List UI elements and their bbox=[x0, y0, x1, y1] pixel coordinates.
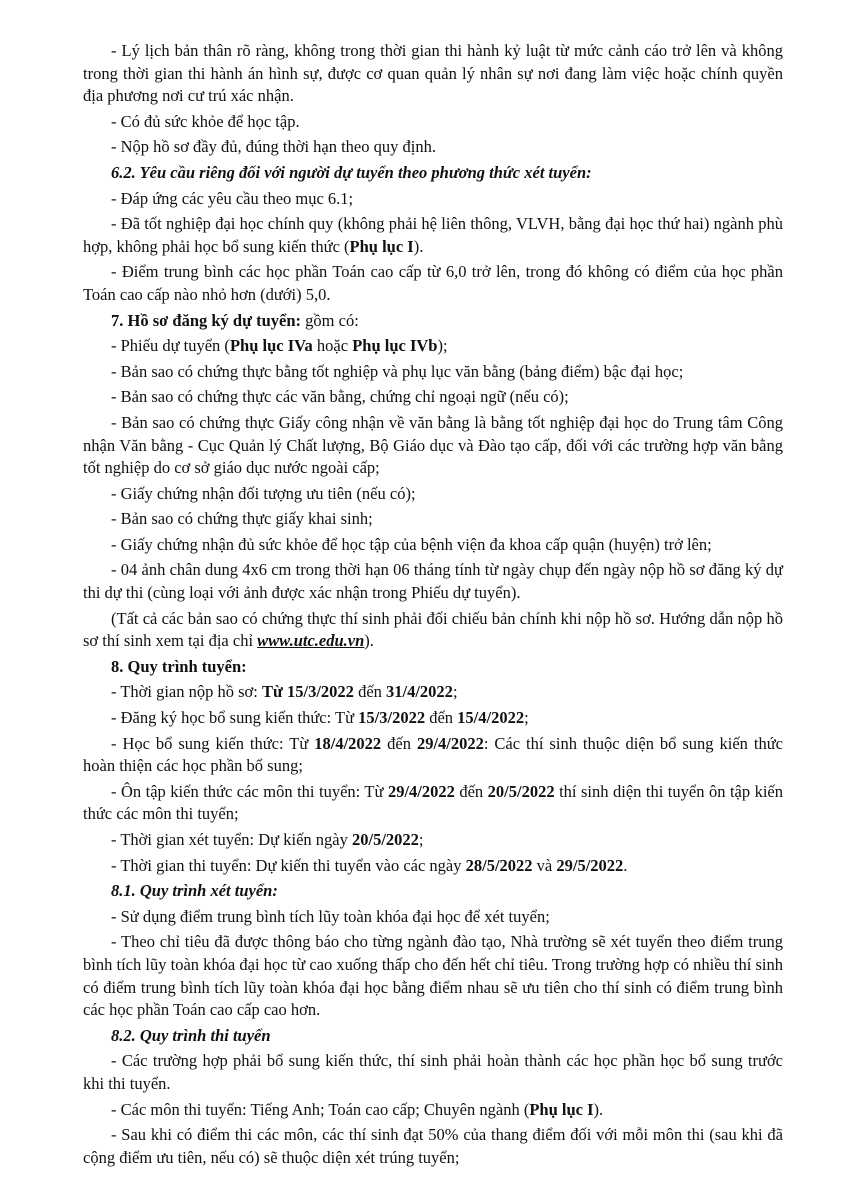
list-item: - Giấy chứng nhận đủ sức khỏe để học tập của bệnh viện đa khoa cấp quận (huyện) trở lên; bbox=[111, 534, 712, 554]
list-item: - 04 ảnh chân dung 4x6 cm trong thời hạn 06 tháng tính từ ngày chụp đến ngày nộp hồ sơ đăng ký dự thi dự thi (cùng loại với ảnh được xác nhận trong Phiếu dự tuyển). bbox=[83, 560, 783, 603]
list-item: - Phiếu dự tuyển (Phụ lục IVa hoặc Phụ lục IVb); bbox=[111, 336, 448, 356]
list-item: - Học bổ sung kiến thức: Từ 18/4/2022 đến 29/4/2022: Các thí sinh thuộc diện bổ sung kiến thức hoàn thiện các học phần bổ sung; bbox=[83, 733, 783, 776]
list-item: - Bản sao có chứng thực Giấy công nhận về văn bằng là bằng tốt nghiệp đại học do Trung tâm Công nhận Văn bằng - Cục Quản lý Chất lượng, Bộ Giáo dục và Đào tạo cấp, đối với các trường hợp văn bằng tốt nghiệp do cơ sở giáo dục nước ngoài cấp; bbox=[83, 412, 783, 478]
paragraph: - Lý lịch bản thân rõ ràng, không trong thời gian thi hành kỷ luật từ mức cảnh cáo trở lên và không trong thời gian thi hành án hình sự, được cơ quan quản lý nhân sự nơi đang làm việc hoặc chính quyền địa phương nơi cư trú xác nhận. bbox=[83, 41, 783, 106]
list-item: - Ôn tập kiến thức các môn thi tuyển: Từ 29/4/2022 đến 20/5/2022 thí sinh diện thi tuyển ôn tập kiến thức các môn thi tuyển; bbox=[83, 781, 783, 824]
list-item: - Theo chỉ tiêu đã được thông báo cho từng ngành đào tạo, Nhà trường sẽ xét tuyển theo điểm trung bình tích lũy toàn khóa đại học từ cao xuống thấp cho đến hết chỉ tiêu. Trong trường hợp có nhiều thí sinh có điểm trung bình tích lũy toàn khóa đại học bằng điểm nhau sẽ ưu tiên cho thí sinh có điểm trung bình các học phần Toán cao cấp cao hơn. bbox=[83, 932, 783, 1020]
paragraph: - Nộp hồ sơ đầy đủ, đúng thời hạn theo quy định. bbox=[111, 137, 436, 157]
paragraph: - Có đủ sức khỏe để học tập. bbox=[111, 111, 300, 131]
section-heading-7: 7. Hồ sơ đăng ký dự tuyển: gồm có: bbox=[111, 310, 359, 330]
list-item: - Thời gian thi tuyển: Dự kiến thi tuyển vào các ngày 28/5/2022 và 29/5/2022. bbox=[111, 855, 628, 875]
list-item: - Đăng ký học bổ sung kiến thức: Từ 15/3/2022 đến 15/4/2022; bbox=[111, 708, 529, 728]
list-item: - Giấy chứng nhận đối tượng ưu tiên (nếu có); bbox=[111, 483, 416, 503]
section-heading-8: 8. Quy trình tuyển: bbox=[111, 656, 247, 676]
section-heading-8-1: 8.1. Quy trình xét tuyển: bbox=[111, 881, 278, 901]
paragraph: - Đã tốt nghiệp đại học chính quy (không phải hệ liên thông, VLVH, bằng đại học thứ hai) ngành phù hợp, không phải học bổ sung kiến thức (Phụ lục I). bbox=[83, 214, 783, 256]
list-item: - Bản sao có chứng thực các văn bằng, chứng chỉ ngoại ngữ (nếu có); bbox=[111, 387, 569, 407]
section-heading-8-2: 8.2. Quy trình thi tuyển bbox=[111, 1025, 271, 1045]
paragraph: - Đáp ứng các yêu cầu theo mục 6.1; bbox=[111, 188, 354, 208]
list-item: - Bản sao có chứng thực giấy khai sinh; bbox=[111, 509, 373, 529]
note-paragraph: (Tất cả các bản sao có chứng thực thí sinh phải đối chiếu bản chính khi nộp hồ sơ. Hướng dẫn nộp hồ sơ thí sinh xem tại địa chỉ www.utc.edu.vn). bbox=[83, 608, 783, 651]
list-item: - Thời gian xét tuyển: Dự kiến ngày 20/5/2022; bbox=[111, 830, 424, 849]
list-item: - Các môn thi tuyển: Tiếng Anh; Toán cao cấp; Chuyên ngành (Phụ lục I). bbox=[111, 1099, 604, 1119]
list-item: - Thời gian nộp hồ sơ: Từ 15/3/2022 đến 31/4/2022; bbox=[111, 682, 458, 702]
list-item: - Các trường hợp phải bổ sung kiến thức, thí sinh phải hoàn thành các học phần học bổ sung trước khi thi tuyển. bbox=[83, 1051, 783, 1093]
section-heading-6-2: 6.2. Yêu cầu riêng đối với người dự tuyển theo phương thức xét tuyển: bbox=[111, 162, 592, 182]
paragraph: - Điểm trung bình các học phần Toán cao cấp từ 6,0 trở lên, trong đó không có điểm của học phần Toán cao cấp nào nhỏ hơn (dưới) 5,0. bbox=[83, 262, 783, 304]
list-item: - Sử dụng điểm trung bình tích lũy toàn khóa đại học để xét tuyển; bbox=[111, 906, 550, 926]
website-link[interactable]: www.utc.edu.vn bbox=[257, 631, 365, 651]
list-item: - Sau khi có điểm thi các môn, các thí sinh đạt 50% của thang điểm đối với mỗi môn thi (sau khi đã cộng điểm ưu tiên, nếu có) sẽ thuộc diện xét trúng tuyển; bbox=[83, 1125, 783, 1167]
list-item: - Bản sao có chứng thực bằng tốt nghiệp và phụ lục văn bằng (bảng điểm) bậc đại học; bbox=[111, 361, 684, 381]
